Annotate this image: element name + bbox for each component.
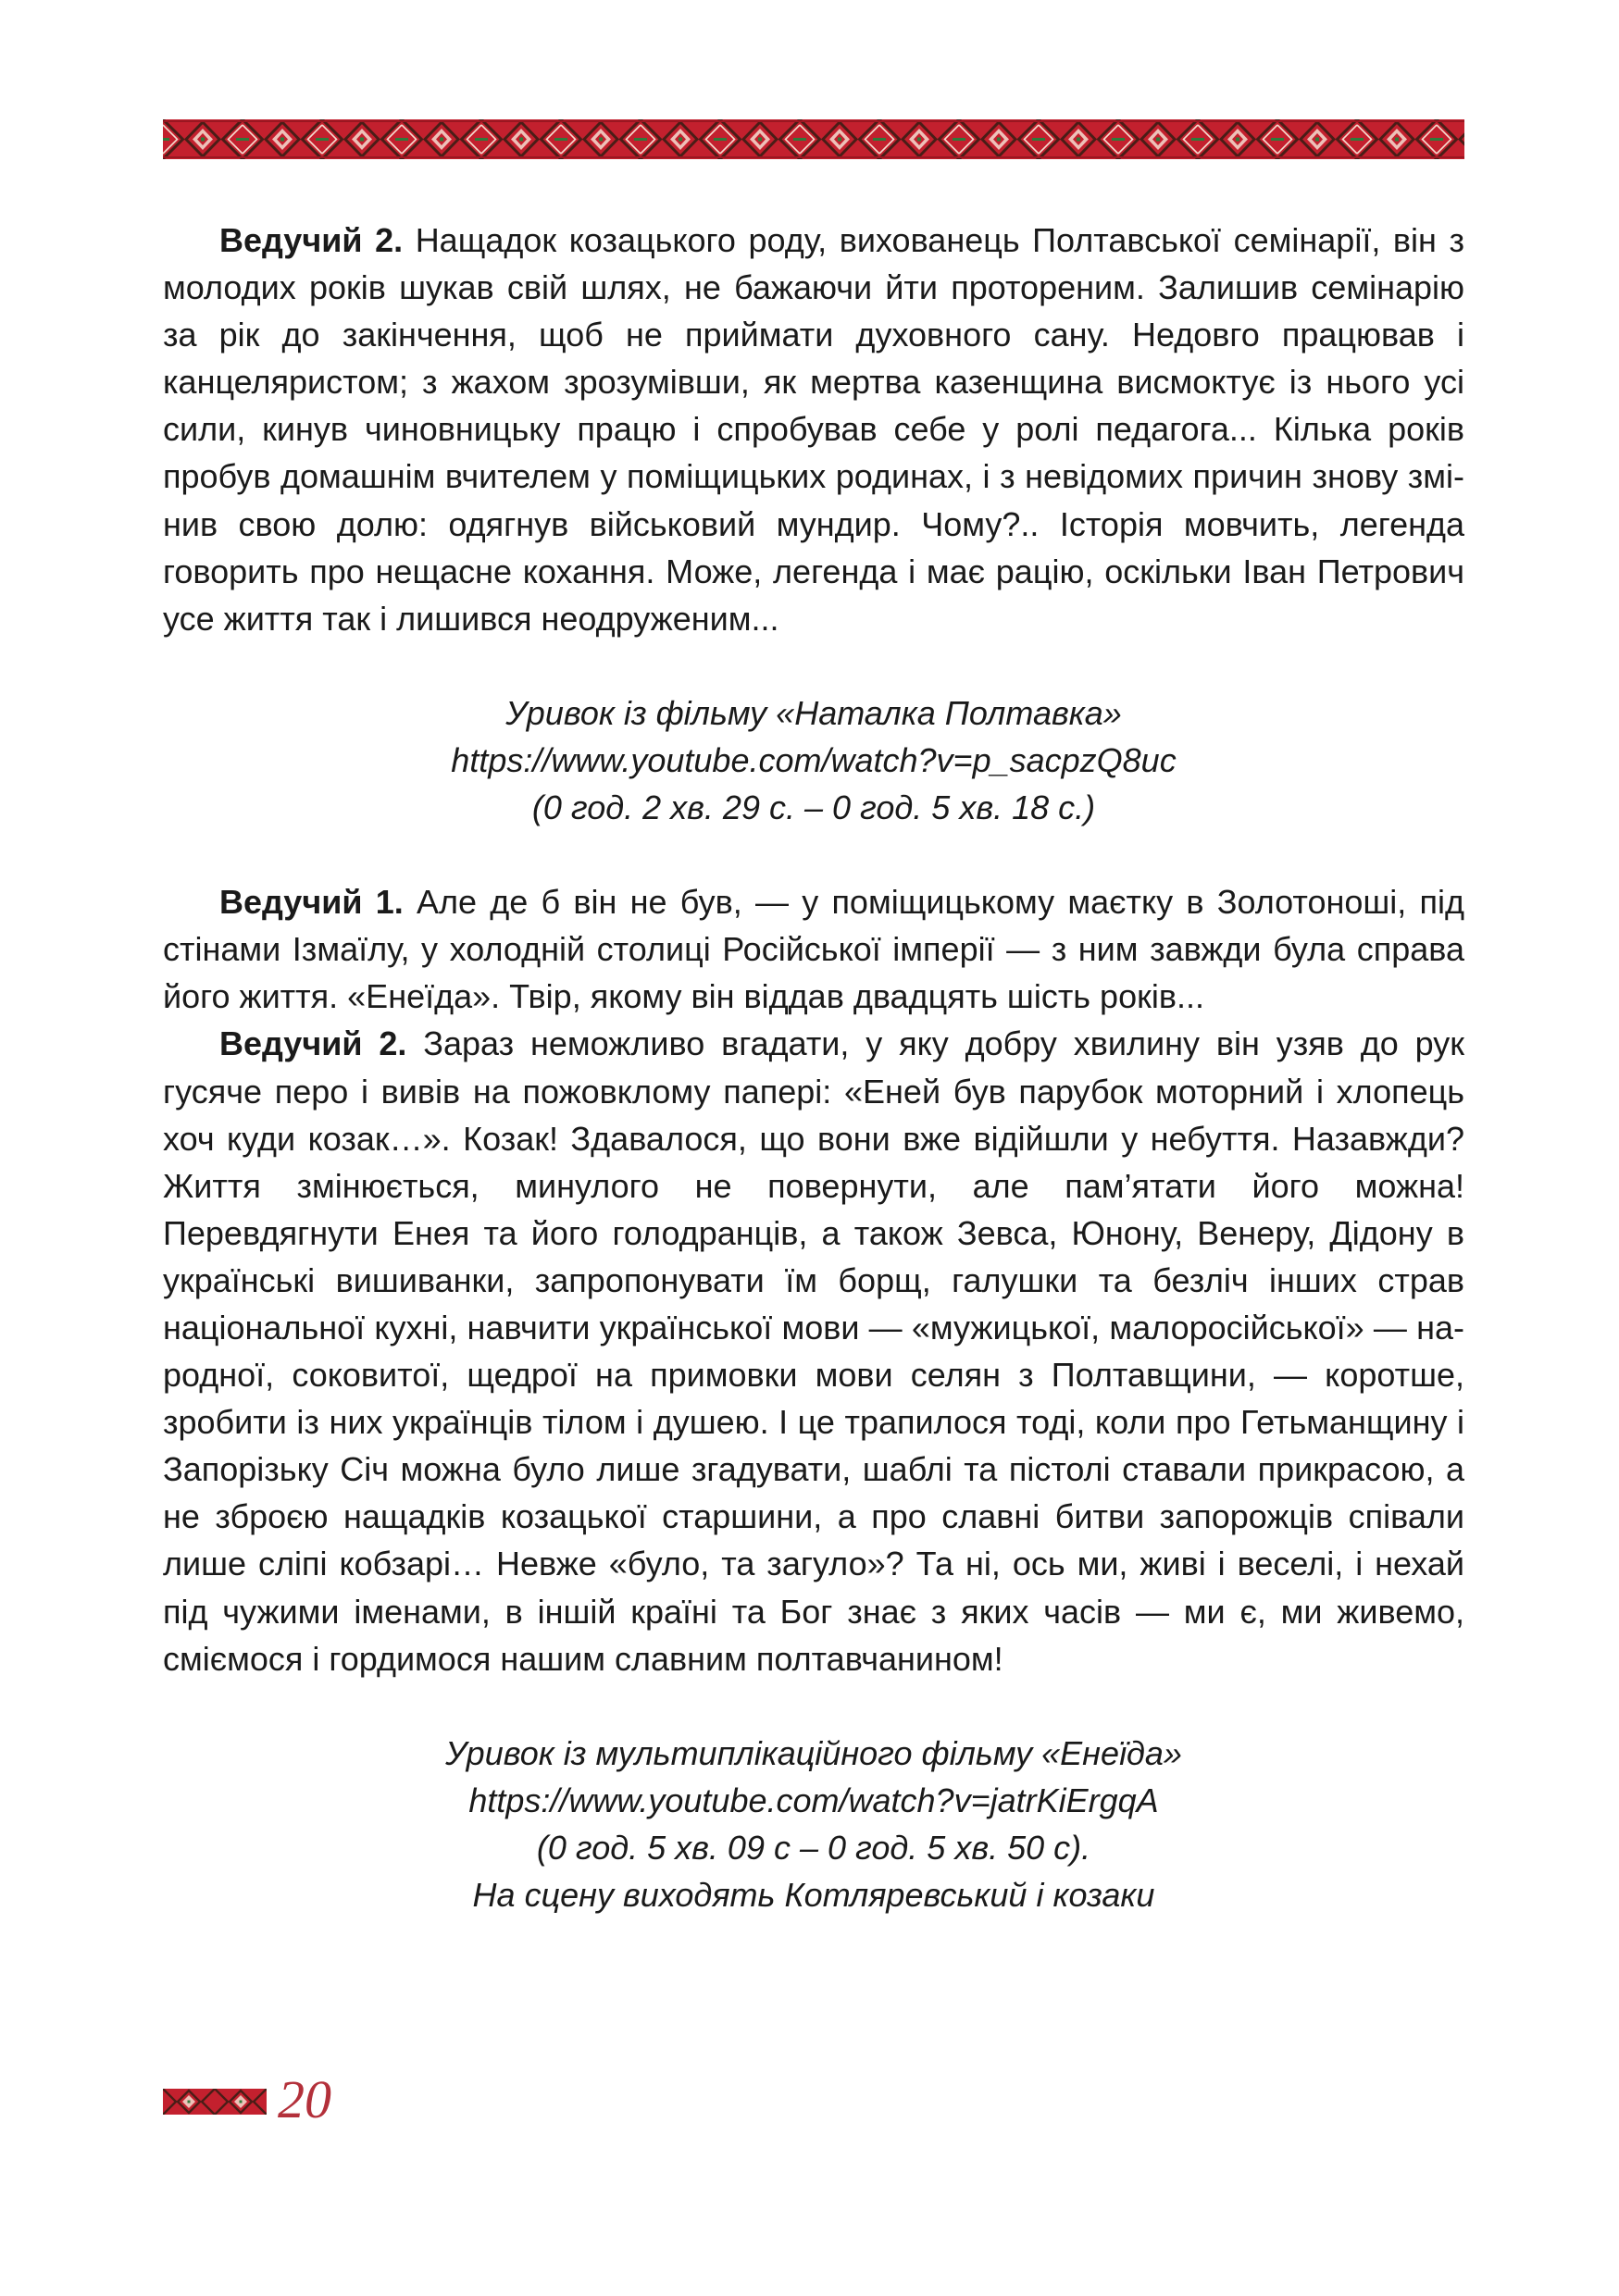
embroidery-border-small [163,2089,267,2115]
caption-eneida-cartoon [163,1730,1464,1918]
speaker-label: Ведучий 2. [219,1024,407,1063]
caption-natalka-poltavka [163,689,1464,831]
paragraph-text: Але де б він не був, — у поміщицькому маєтку в Золотоноші, під стінами Ізмаїлу, у холодній столиці Російської імперії — з ним завжди була справа його життя. «Енеїда». Твір, якому він віддав двадцять шість років... [163,883,1464,1016]
page-body [163,217,1464,1918]
caption-timecode: (0 год. 5 хв. 09 с – 0 год. 5 хв. 50 с). [536,1828,1091,1867]
caption-link: https://www.youtube.com/watch?v=jatrKiErgqA [468,1781,1159,1819]
paragraph-host2-kozak [163,1020,1464,1682]
caption-link: https://www.youtube.com/watch?v=p_sacpzQ8uc [451,740,1177,779]
speaker-label: Ведучий 1. [219,883,404,922]
page-number: 20 [278,2069,331,2129]
caption-title: Уривок із мультиплікаційного фільму «Енеїда» [445,1733,1182,1772]
embroidery-border-top [163,119,1464,159]
spacer [163,831,1464,878]
page-footer [163,2067,404,2132]
paragraph-host2-biography [163,217,1464,642]
paragraph-host1-eneida [163,878,1464,1020]
paragraph-text: Зараз неможливо вгадати, у яку добру хвилину він узяв до рук гусяче перо і вивів на пожовклому папері: «Еней був парубок моторний і хлопець хоч куди козак…». Козак! Здавалося, що вони вже відійшли у небуття. Назавжди? Життя змінюється, минулого не повернути, але пам’ятати його можна! Перевдягнути Енея та його голодранців, а також Зевса, Юнону, Венеру, Дідону в українські вишиванки, запропонувати їм борщ, галушки та безліч інших страв національної кухні, навчити української мови — «мужицької, малоросійської» — народної, соковитої, щедрої на примовки мови селян з Полтавщини, — коротше, зробити із них українців тілом і душею. І це трапилося тоді, коли про Гетьманщину і Запорізьку Січ можна було лише згадувати, шаблі та пістолі ставали прикрасою, а не зброєю нащадків козацької старшини, а про славні битви запорожців співали лише сліпі кобзарі… Невже «було, та загуло»? Та ні, ось ми, живі і веселі, і нехай під чужими іменами, в іншій країні та Бог знає з яких часів — ми є, ми живемо, сміємося і гордимося нашим славним полтавчанином! [163,1024,1464,1678]
speaker-label: Ведучий 2. [219,221,404,259]
caption-title: Уривок із фільму «Наталка Полтавка» [505,693,1122,732]
spacer [163,1682,1464,1730]
spacer [163,642,1464,689]
caption-stage-direction: На сцену виходять Котляревський і козаки [472,1876,1155,1914]
caption-timecode: (0 год. 2 хв. 29 с. – 0 год. 5 хв. 18 с.) [531,788,1096,827]
paragraph-text: Нащадок козацького роду, вихованець Полтавської семінарії, він з молодих років шукав свій шлях, не бажаючи йти протореним. Залишив семінарію за рік до закінчення, щоб не приймати духовного сану. Недовго працював і канцеляристом; з жахом зрозумівши, як мертва казенщина висмоктує із нього усі сили, кинув чиновницьку працю і спробував себе у ролі педагога... Кілька років пробув домашнім вчителем у поміщицьких родинах, і з невідомих причин знову змінив свою долю: одягнув військовий мундир. Чому?.. Історія мовчить, легенда говорить про нещасне кохання. Може, легенда і має рацію, оскільки Іван Петрович усе життя так і лишився неодруженим... [163,221,1464,638]
